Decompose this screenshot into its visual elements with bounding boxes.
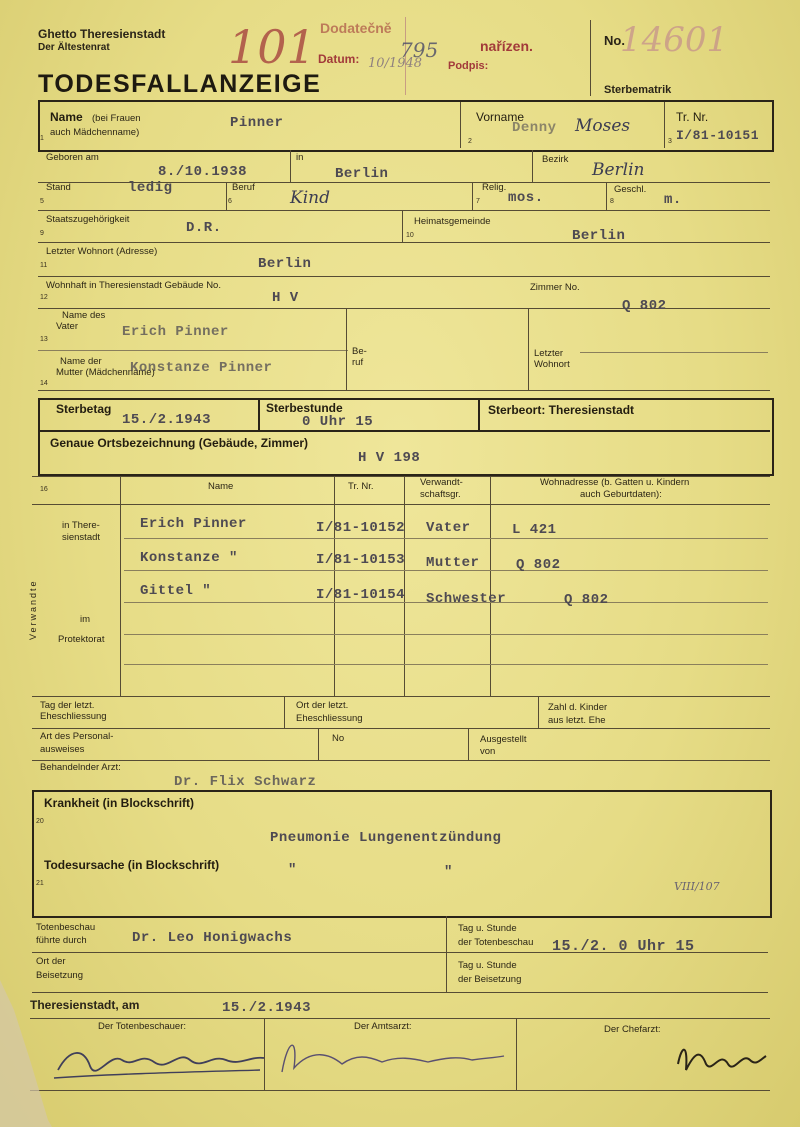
cause-ditto: " — [288, 862, 297, 878]
exam-time-label: Tag u. Stunde — [458, 923, 517, 934]
birth-date-value: 8./10.1938 — [158, 164, 248, 180]
divider — [490, 476, 491, 696]
vorname-label: Vorname — [476, 110, 525, 124]
rule — [38, 242, 770, 243]
stamp-dodatek: Dodatečně — [320, 20, 392, 36]
relative-trnr: I/81-10153 — [316, 552, 406, 568]
rule — [124, 538, 768, 539]
marriage-place-label2: Eheschliessung — [296, 713, 363, 724]
row-number: 21 — [36, 880, 44, 887]
row-number: 8 — [610, 198, 614, 205]
death-day-label: Sterbetag — [56, 402, 112, 416]
col-address-header: Wohnadresse (b. Gatten u. Kindern — [540, 477, 690, 488]
row-number: 14 — [40, 380, 48, 387]
row-number: 1 — [40, 135, 44, 142]
geschl-label: Geschl. — [614, 184, 647, 195]
rule — [38, 390, 770, 391]
divider — [402, 210, 403, 242]
death-hour-value: 0 Uhr 15 — [302, 414, 374, 430]
born-label: Geboren am — [46, 152, 99, 163]
bezirk-label: Bezirk — [542, 154, 569, 165]
row-number: 7 — [476, 198, 480, 205]
surname-value: Pinner — [230, 115, 284, 131]
burial-place-label2: Beisetzung — [36, 970, 84, 981]
row-number: 11 — [40, 262, 48, 269]
id-label: Art des Personal- — [40, 731, 114, 742]
father-label2: Vater — [56, 321, 79, 332]
divider — [538, 696, 539, 728]
divider — [334, 476, 335, 696]
last-address-label: Letzter Wohnort (Adresse) — [46, 246, 158, 257]
col-trnr-header: Tr. Nr. — [348, 481, 374, 492]
marriage-day-label: Tag der letzt. — [40, 700, 95, 711]
tr-number-value: I/81-10151 — [676, 128, 760, 143]
id-label2: ausweises — [40, 744, 85, 755]
last-address-value: Berlin — [258, 256, 312, 272]
burial-place-label: Ort der — [36, 956, 66, 967]
form-title: TODESFALLANZEIGE — [38, 70, 322, 98]
stamp-ref-hand: 795 — [400, 38, 439, 62]
father-value: Erich Pinner — [122, 324, 229, 340]
rule — [580, 352, 768, 353]
row-number: 2 — [468, 138, 472, 145]
examiner-label2: führte durch — [36, 935, 87, 946]
id-no-label: No — [332, 733, 345, 744]
disease-value: Pneumonie Lungenentzündung — [270, 830, 502, 846]
divider — [460, 102, 461, 148]
relative-relation: Schwester — [426, 591, 507, 607]
rule — [32, 992, 768, 993]
stand-label: Stand — [46, 182, 71, 193]
last-residence-label: Letzter — [534, 348, 564, 359]
citizenship-value: D.R. — [186, 220, 222, 236]
stamp-date: 10/1948 — [368, 56, 423, 71]
relative-address: Q 802 — [516, 557, 561, 573]
register-label: Sterbematrik — [604, 84, 672, 96]
in-label: in — [296, 152, 304, 163]
sig1-label: Der Totenbeschauer: — [98, 1021, 187, 1032]
divider — [404, 476, 405, 696]
trnr-label: Tr. Nr. — [676, 110, 709, 124]
torn-corner — [0, 970, 60, 1127]
divider — [468, 728, 469, 760]
stamp-podpis: Podpis: — [448, 60, 489, 72]
relative-name: Konstanze " — [140, 550, 238, 566]
building-value: H V — [272, 290, 299, 306]
row-number: 20 — [36, 818, 44, 825]
sex-value: m. — [664, 192, 682, 208]
children-label2: aus letzt. Ehe — [548, 715, 606, 726]
rule — [40, 430, 770, 432]
examiner-signature — [50, 1030, 270, 1086]
medical-officer-signature — [272, 1028, 512, 1084]
divider — [318, 728, 319, 760]
burial-time-label: Tag u. Stunde — [458, 960, 517, 971]
im-label: im — [80, 614, 91, 625]
children-label: Zahl d. Kinder — [548, 702, 608, 713]
last-residence-label2: Wohnort — [534, 359, 570, 370]
status-value: ledig — [128, 180, 173, 196]
home-label: Heimatsgemeinde — [414, 216, 491, 227]
relative-trnr: I/81-10154 — [316, 587, 406, 603]
examiner-label: Totenbeschau — [36, 922, 96, 933]
divider — [664, 102, 665, 148]
row-number: 6 — [228, 198, 232, 205]
issued-label2: von — [480, 746, 496, 757]
row-number: 16 — [40, 486, 48, 493]
divider — [258, 400, 260, 430]
in-there-label2: sienstadt — [62, 532, 101, 543]
mother-label2: Mutter (Mädchenname) — [56, 367, 155, 378]
relig-label: Relig. — [482, 182, 507, 193]
stamp-datum-label: Datum: — [318, 52, 360, 66]
location-label: Genaue Ortsbezeichnung (Gebäude, Zimmer) — [50, 436, 309, 450]
in-there-label: in There- — [62, 520, 100, 531]
row-number: 13 — [40, 336, 48, 343]
rule — [32, 504, 770, 505]
district-value: Berlin — [592, 160, 645, 180]
no-label: No. — [604, 33, 625, 48]
divider — [606, 182, 607, 210]
rule — [124, 664, 768, 665]
exam-time-value: 15./2. 0 Uhr 15 — [552, 938, 695, 955]
rule — [38, 276, 770, 277]
sig3-label: Der Chefarzt: — [604, 1024, 661, 1035]
registry-number: 101 — [228, 20, 316, 74]
divider — [346, 308, 347, 390]
birth-place-value: Berlin — [335, 166, 389, 182]
citizenship-label: Staatszugehörigkeit — [46, 214, 130, 225]
org-council: Der Ältestenrat — [38, 42, 110, 53]
protektorat-label: Protektorat — [58, 634, 105, 645]
sig2-label: Der Amtsarzt: — [354, 1021, 412, 1032]
beruf-label3: ruf — [352, 357, 364, 368]
building-label: Wohnhaft in Theresienstadt Gebäude No. — [46, 280, 221, 291]
footer-date-value: 15./2.1943 — [222, 1000, 312, 1016]
rule — [32, 696, 770, 697]
death-place-label: Sterbeort: Theresienstadt — [488, 403, 635, 417]
row-number: 9 — [40, 230, 44, 237]
cause-label: Todesursache (in Blockschrift) — [44, 858, 220, 872]
divider — [120, 476, 121, 696]
father-label: Name des — [62, 310, 106, 321]
home-value: Berlin — [572, 228, 626, 244]
rule — [32, 760, 770, 761]
mother-value: Konstanze Pinner — [130, 360, 273, 376]
divider — [284, 696, 285, 728]
relatives-side-label: Verwandte — [28, 579, 38, 640]
relative-relation: Mutter — [426, 555, 480, 571]
mother-label: Name der — [60, 356, 102, 367]
exam-time-label2: der Totenbeschau — [458, 937, 534, 948]
relative-name: Erich Pinner — [140, 516, 247, 532]
doctor-label: Behandelnder Arzt: — [40, 762, 121, 773]
row-number: 3 — [668, 138, 672, 145]
header-divider — [590, 20, 591, 96]
cause-ditto2: " — [444, 864, 453, 880]
beruf-label2: Be- — [352, 346, 367, 357]
occupation-value: Kind — [290, 188, 330, 208]
stamp-order: nařízen. — [480, 38, 533, 54]
register-number: 14601 — [620, 20, 729, 60]
relative-address: Q 802 — [564, 592, 609, 608]
col-relation-header: Verwandt- — [420, 477, 463, 488]
rule — [38, 210, 770, 211]
location-value: H V 198 — [358, 450, 421, 466]
room-value: Q 802 — [622, 298, 667, 314]
disease-label: Krankheit (in Blockschrift) — [44, 796, 195, 810]
name-note2: auch Mädchenname) — [50, 127, 140, 138]
examiner-value: Dr. Leo Honigwachs — [132, 930, 293, 946]
col-name-header: Name — [208, 481, 234, 492]
chief-physician-signature — [672, 1030, 772, 1086]
divider — [516, 1018, 517, 1090]
rule — [30, 1018, 770, 1019]
first-name-value: Denny — [512, 120, 557, 136]
relative-trnr: I/81-10152 — [316, 520, 406, 536]
death-day-value: 15./2.1943 — [122, 412, 212, 428]
rule — [30, 1090, 770, 1091]
name-note: (bei Frauen — [92, 113, 141, 124]
marriage-place-label: Ort der letzt. — [296, 700, 349, 711]
relative-address: L 421 — [512, 522, 557, 538]
name-label: Name — [50, 110, 83, 124]
divider — [532, 150, 533, 182]
row-number: 10 — [406, 232, 414, 239]
divider — [226, 182, 227, 210]
rule — [38, 350, 348, 351]
death-hour-label: Sterbestunde — [266, 401, 343, 415]
doctor-value: Dr. Flix Schwarz — [174, 774, 317, 790]
margin-note: VIII/107 — [674, 880, 720, 893]
col-address-header2: auch Geburtdaten): — [580, 489, 662, 500]
room-label: Zimmer No. — [530, 282, 580, 293]
relative-name: Gittel " — [140, 583, 212, 599]
row-number: 5 — [40, 198, 44, 205]
beruf-label: Beruf — [232, 182, 255, 193]
org-name: Ghetto Theresienstadt — [38, 27, 166, 41]
divider — [446, 916, 447, 992]
divider — [472, 182, 473, 210]
marriage-day-label2: Eheschliessung — [40, 711, 107, 722]
divider — [290, 150, 291, 182]
col-relation-header2: schaftsgr. — [420, 489, 461, 500]
rule — [124, 634, 768, 635]
row-number: 12 — [40, 294, 48, 301]
issued-label: Ausgestellt — [480, 734, 527, 745]
burial-time-label2: der Beisetzung — [458, 974, 522, 985]
religion-value: mos. — [508, 190, 544, 206]
rule — [32, 728, 770, 729]
divider — [478, 400, 480, 430]
footer-place-label: Theresienstadt, am — [30, 998, 140, 1012]
first-name-hand: Moses — [575, 116, 631, 136]
relative-relation: Vater — [426, 520, 471, 536]
divider — [528, 308, 529, 390]
